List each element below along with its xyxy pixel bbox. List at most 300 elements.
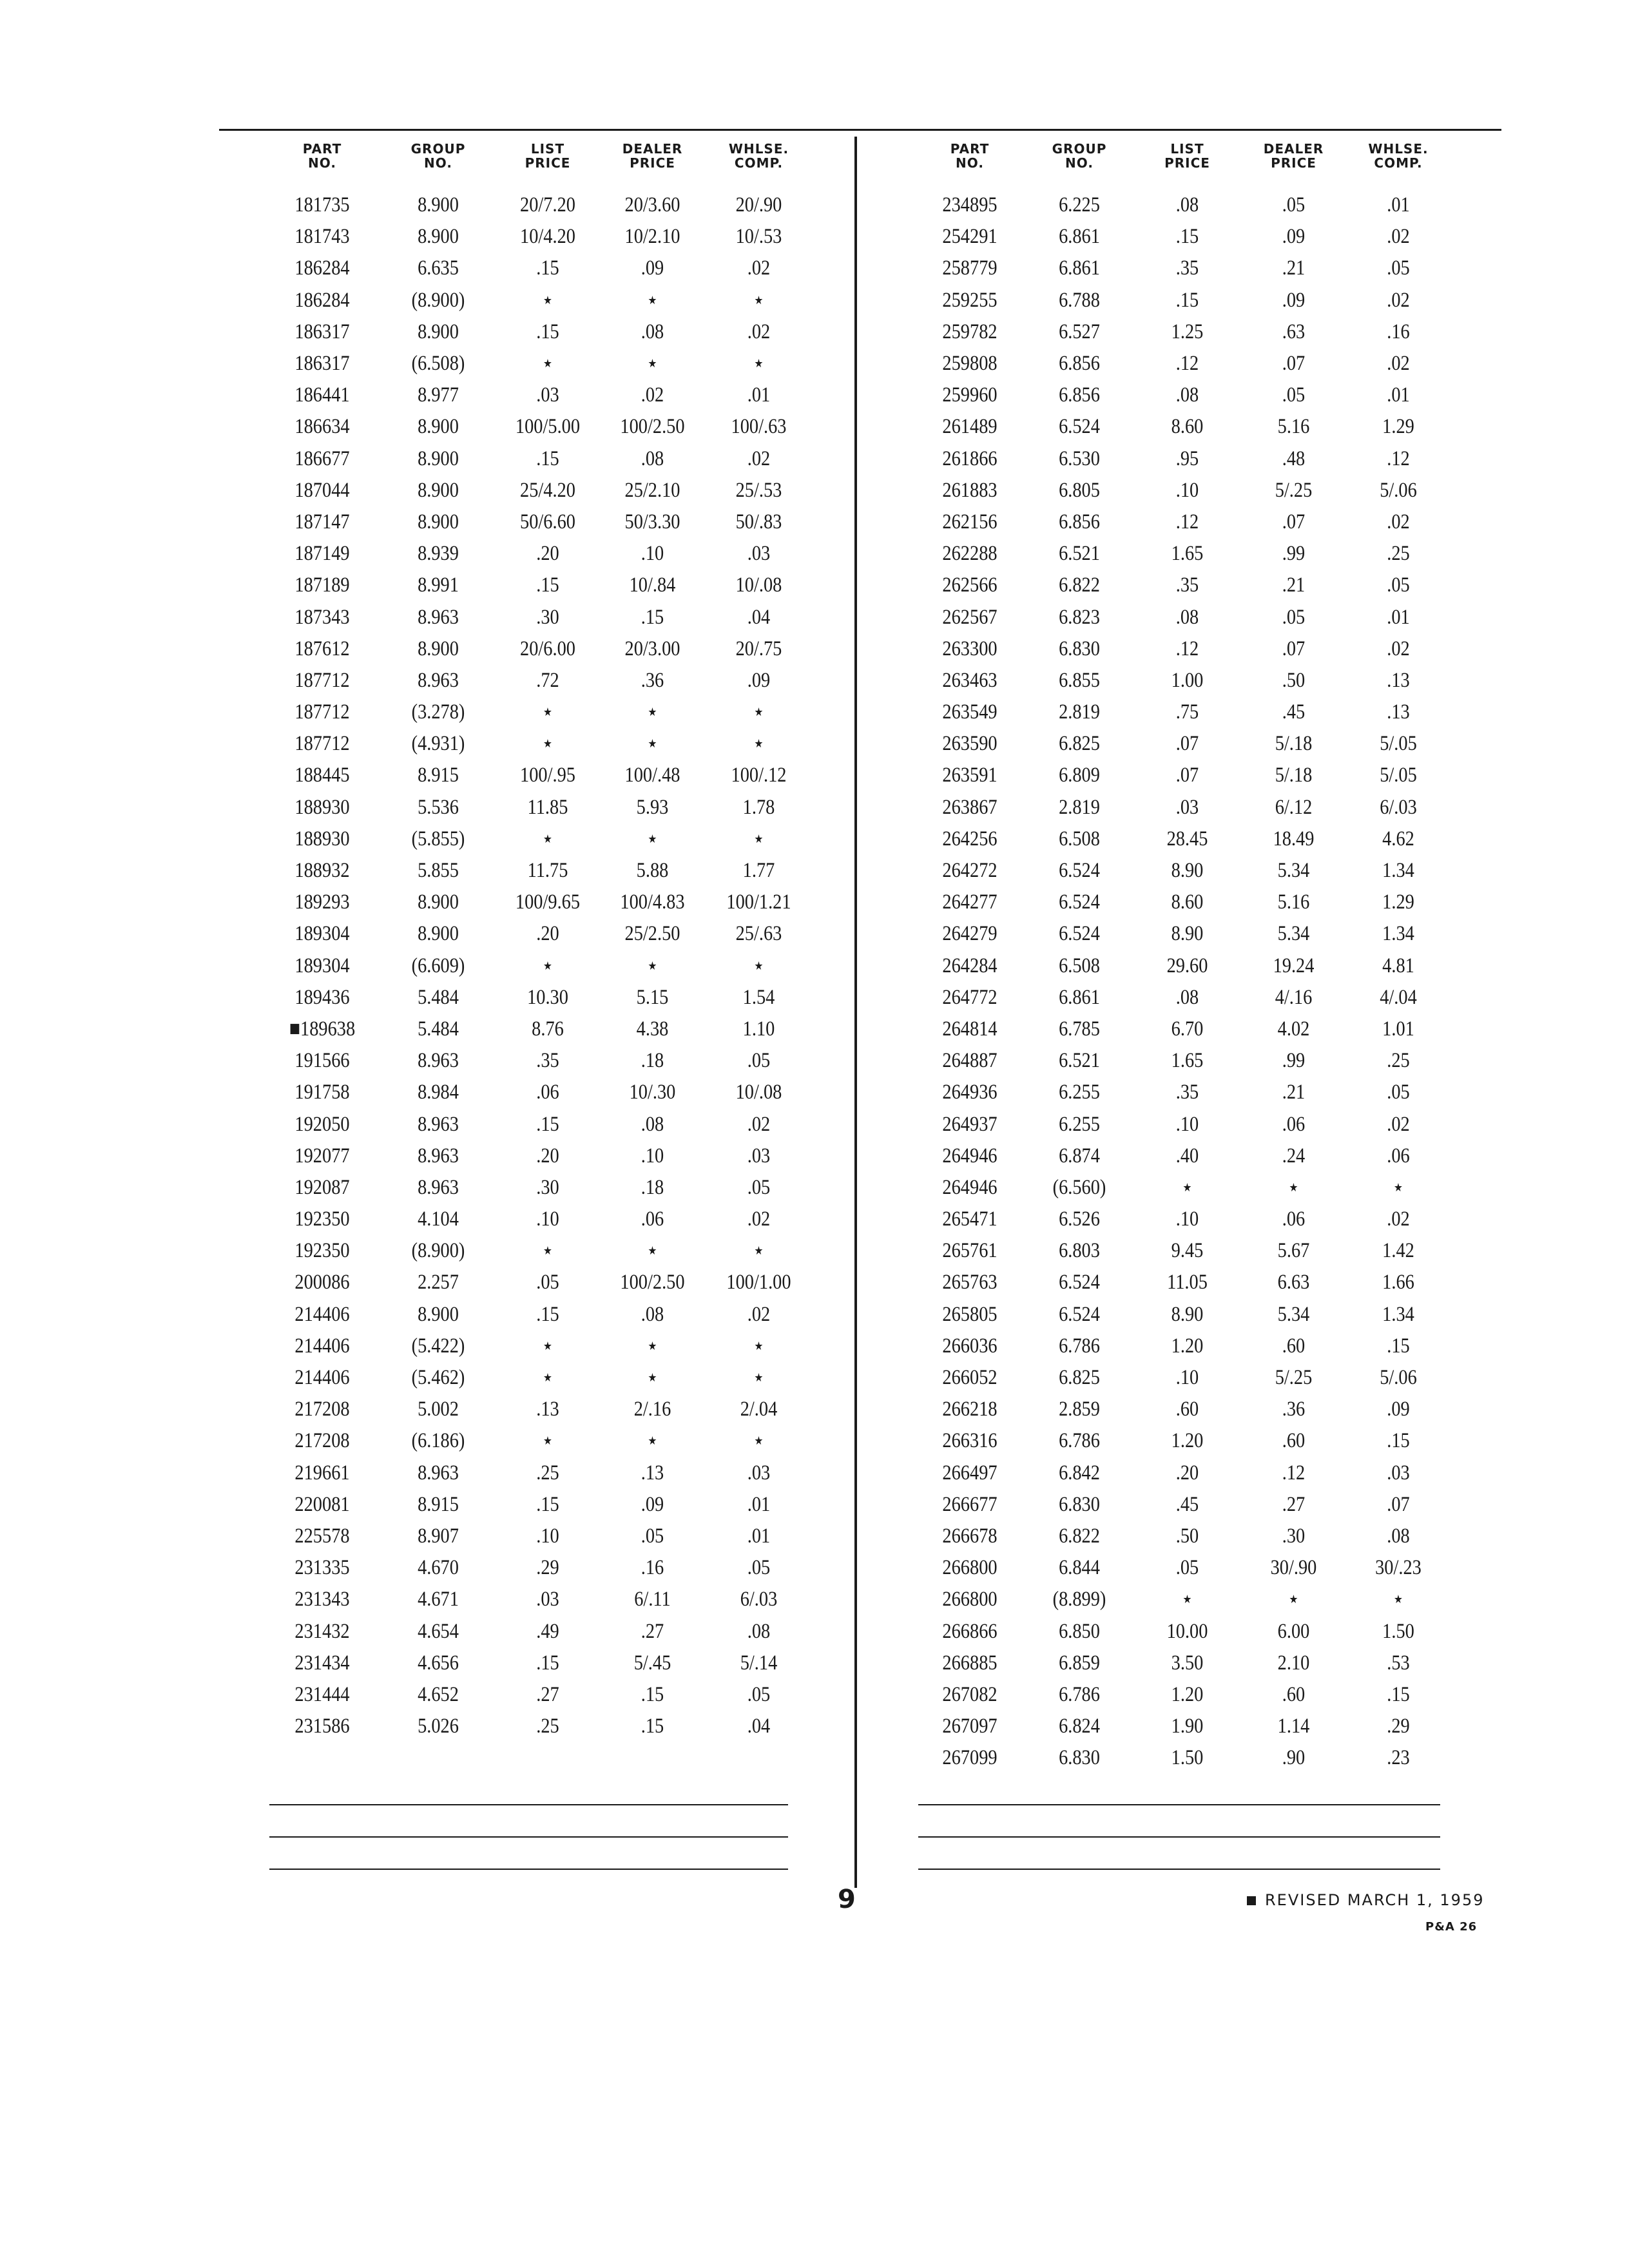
table-row (915, 1014, 1450, 1045)
group-no-cell: 6.855 (1059, 668, 1100, 692)
part-no-cell: 267097 (942, 1715, 998, 1738)
part-no-cell: ■189638 (289, 1017, 356, 1041)
dealer-price-cell: .09 (641, 256, 664, 280)
whlse-comp-cell: .02 (747, 320, 771, 343)
dealer-price-cell: .90 (1282, 1746, 1306, 1770)
dealer-price-cell: .12 (1282, 1461, 1306, 1485)
table-row (264, 1140, 812, 1172)
part-no-cell: 191566 (294, 1049, 350, 1073)
dealer-price-cell: .08 (641, 1112, 664, 1136)
whlse-comp-cell: .02 (1387, 288, 1410, 312)
group-no-cell: 6.508 (1059, 954, 1100, 977)
group-no-cell: 4.104 (418, 1207, 459, 1231)
whlse-comp-cell: .01 (1387, 383, 1410, 407)
group-no-cell: 8.900 (418, 225, 459, 249)
whlse-comp-cell: ★ (754, 1434, 764, 1448)
part-no-cell: 186441 (294, 383, 350, 407)
whlse-comp-cell: .13 (1387, 668, 1410, 692)
table-row (915, 538, 1450, 570)
dealer-price-cell: .15 (641, 1715, 664, 1738)
dealer-price-cell: 2/.16 (633, 1398, 671, 1421)
square-bullet-icon (1247, 1896, 1256, 1905)
list-price-cell: 8.60 (1171, 415, 1204, 439)
table-row (915, 443, 1450, 475)
list-price-cell: 8.90 (1171, 922, 1204, 946)
group-no-cell: 8.900 (418, 478, 459, 502)
list-price-cell: .35 (1175, 256, 1199, 280)
list-price-cell: .95 (1175, 447, 1199, 470)
table-row (915, 792, 1450, 823)
table-row (915, 1489, 1450, 1521)
list-price-cell: ★ (543, 706, 552, 719)
dealer-price-cell: .36 (1282, 1398, 1306, 1421)
whlse-comp-cell: .06 (1387, 1144, 1410, 1168)
table-row (915, 1267, 1450, 1298)
dealer-price-cell: 20/3.00 (624, 637, 680, 660)
whlse-comp-cell: .29 (1387, 1715, 1410, 1738)
dealer-price-cell: 2.10 (1277, 1651, 1310, 1675)
table-row (915, 1425, 1450, 1457)
part-no-cell: 264279 (942, 922, 998, 946)
group-no-cell: 5.002 (418, 1398, 459, 1421)
table-row (264, 982, 812, 1014)
dealer-price-cell: .36 (641, 668, 664, 692)
part-no-cell: 200086 (294, 1271, 350, 1294)
dealer-price-cell: .02 (641, 383, 664, 407)
whlse-comp-cell: 10/.53 (735, 225, 782, 249)
dealer-price-cell: .63 (1282, 320, 1306, 343)
part-no-cell: 187343 (294, 605, 350, 629)
dealer-price-cell: 6/.12 (1275, 795, 1313, 819)
dealer-price-cell: .05 (641, 1524, 664, 1548)
part-no-cell: 259255 (942, 288, 998, 312)
table-row (915, 633, 1450, 665)
dealer-price-cell: .18 (641, 1049, 664, 1073)
table-row (264, 697, 812, 728)
list-price-cell: .15 (536, 447, 559, 470)
group-no-cell: (3.278) (411, 700, 465, 724)
list-price-cell: .15 (1175, 225, 1199, 249)
whlse-comp-cell: .15 (1387, 1334, 1410, 1358)
part-no-cell: 264284 (942, 954, 998, 977)
group-no-cell: 6.861 (1059, 985, 1100, 1009)
list-price-cell: .35 (1175, 1081, 1199, 1104)
part-no-cell: 266497 (942, 1461, 998, 1485)
part-no-cell: 188445 (294, 764, 350, 787)
whlse-comp-cell: .02 (747, 1302, 771, 1326)
table-row (915, 1108, 1450, 1140)
part-no-cell: 217208 (294, 1429, 350, 1453)
group-no-cell: 6.788 (1059, 288, 1100, 312)
part-no-cell: 259782 (942, 320, 998, 343)
part-no-cell: 263300 (942, 637, 998, 660)
list-price-cell: .72 (536, 668, 559, 692)
dealer-price-cell: ★ (648, 293, 657, 307)
whlse-comp-cell: .05 (1387, 256, 1410, 280)
part-no-cell: 265471 (942, 1207, 998, 1231)
list-price-cell: .10 (536, 1207, 559, 1231)
group-no-cell: 8.963 (418, 605, 459, 629)
list-price-cell: .50 (1175, 1524, 1199, 1548)
whlse-comp-cell: 1.77 (742, 859, 775, 883)
dealer-price-cell: 5.34 (1277, 922, 1310, 946)
whlse-comp-cell: .01 (747, 383, 771, 407)
group-no-cell: 6.825 (1059, 1366, 1100, 1390)
part-no-cell: 264946 (942, 1144, 998, 1168)
blank-line-left-2 (269, 1836, 788, 1838)
table-row (264, 950, 812, 982)
dealer-price-cell: 18.49 (1273, 827, 1315, 850)
left-table-body (264, 189, 812, 1742)
dealer-price-cell: ★ (648, 1371, 657, 1385)
table-row (264, 538, 812, 570)
group-no-cell: 6.825 (1059, 732, 1100, 756)
list-price-cell: 1.00 (1171, 668, 1204, 692)
table-row (915, 1552, 1450, 1584)
part-no-cell: 186317 (294, 352, 350, 376)
dealer-price-cell: .50 (1282, 668, 1306, 692)
group-no-cell: 8.900 (418, 510, 459, 533)
group-no-cell: 6.809 (1059, 764, 1100, 787)
whlse-comp-cell: 1.34 (1382, 922, 1414, 946)
table-row (264, 1045, 812, 1077)
list-price-cell: 1.90 (1171, 1715, 1204, 1738)
part-no-cell: 187044 (294, 478, 350, 502)
group-no-cell: 4.654 (418, 1619, 459, 1643)
document-code: P&A 26 (1425, 1920, 1478, 1934)
table-row (915, 665, 1450, 697)
table-row (915, 823, 1450, 855)
list-price-cell: .15 (536, 1302, 559, 1326)
whlse-comp-cell: .08 (1387, 1524, 1410, 1548)
group-no-cell: (6.508) (411, 352, 465, 376)
dealer-price-cell: 20/3.60 (624, 193, 680, 217)
table-row (915, 728, 1450, 760)
group-no-cell: 8.900 (418, 890, 459, 914)
dealer-price-cell: .09 (1282, 288, 1306, 312)
part-no-cell: 267099 (942, 1746, 998, 1770)
dealer-price-cell: 5/.18 (1275, 732, 1313, 756)
group-no-cell: 6.856 (1059, 352, 1100, 376)
group-no-cell: (5.462) (411, 1366, 465, 1390)
group-no-cell: 8.900 (418, 447, 459, 470)
table-row (915, 475, 1450, 506)
part-no-cell: 231335 (294, 1556, 350, 1580)
part-no-cell: 188930 (294, 827, 350, 850)
table-row (264, 1108, 812, 1140)
group-no-cell: 6.524 (1059, 922, 1100, 946)
part-no-cell: 266316 (942, 1429, 998, 1453)
group-no-cell: 6.527 (1059, 320, 1100, 343)
whlse-comp-cell: 5/.05 (1380, 764, 1417, 787)
group-no-cell: 4.652 (418, 1682, 459, 1706)
group-no-cell: 6.225 (1059, 193, 1100, 217)
part-no-cell: 187712 (294, 732, 350, 756)
table-row (264, 411, 812, 443)
group-no-cell: 5.484 (418, 1017, 459, 1041)
part-no-cell: 266866 (942, 1619, 998, 1643)
whlse-comp-cell: ★ (754, 737, 764, 751)
group-no-cell: 8.900 (418, 320, 459, 343)
group-no-cell: (4.931) (411, 732, 465, 756)
dealer-price-cell: .27 (641, 1619, 664, 1643)
part-no-cell: 187189 (294, 573, 350, 597)
part-no-cell: 186284 (294, 256, 350, 280)
group-no-cell: 2.819 (1059, 795, 1100, 819)
table-row (264, 285, 812, 316)
dealer-price-cell: ★ (1289, 1593, 1298, 1606)
dealer-price-cell: 4.38 (636, 1017, 669, 1041)
part-no-cell: 214406 (294, 1334, 350, 1358)
part-no-cell: 186284 (294, 288, 350, 312)
list-price-cell: 1.65 (1171, 542, 1204, 566)
whlse-comp-cell: 20/.75 (735, 637, 782, 660)
list-price-cell: .15 (536, 320, 559, 343)
list-price-cell: .10 (536, 1524, 559, 1548)
dealer-price-cell: ★ (648, 1244, 657, 1258)
table-row (915, 1140, 1450, 1172)
whlse-comp-cell: .05 (747, 1682, 771, 1706)
whlse-comp-cell: 50/.83 (735, 510, 782, 533)
header-list-price: LIST PRICE (525, 141, 571, 171)
whlse-comp-cell: .03 (1387, 1461, 1410, 1485)
header-dealer-price: DEALER PRICE (622, 141, 683, 171)
group-no-cell: 6.255 (1059, 1112, 1100, 1136)
whlse-comp-cell: .03 (747, 542, 771, 566)
dealer-price-cell: .24 (1282, 1144, 1306, 1168)
blank-line-right-3 (918, 1869, 1440, 1870)
list-price-cell: .15 (536, 256, 559, 280)
table-row (264, 792, 812, 823)
part-no-cell: 264272 (942, 859, 998, 883)
list-price-cell: .20 (536, 542, 559, 566)
dealer-price-cell: 100/2.50 (620, 415, 685, 439)
group-no-cell: 6.805 (1059, 478, 1100, 502)
whlse-comp-cell: ★ (754, 1371, 764, 1385)
whlse-comp-cell: .05 (747, 1049, 771, 1073)
table-row (915, 1394, 1450, 1425)
part-no-cell: 263867 (942, 795, 998, 819)
list-price-cell: 10/4.20 (520, 225, 575, 249)
dealer-price-cell: 5.67 (1277, 1239, 1310, 1263)
whlse-comp-cell: .02 (747, 1207, 771, 1231)
group-no-cell: 6.524 (1059, 859, 1100, 883)
part-no-cell: 266885 (942, 1651, 998, 1675)
table-row (264, 221, 812, 253)
dealer-price-cell: ★ (648, 1434, 657, 1448)
part-no-cell: 265805 (942, 1302, 998, 1326)
group-no-cell: 6.824 (1059, 1715, 1100, 1738)
group-no-cell: 6.842 (1059, 1461, 1100, 1485)
list-price-cell: ★ (543, 1339, 552, 1352)
dealer-price-cell: ★ (648, 959, 657, 972)
group-no-cell: 8.915 (418, 764, 459, 787)
list-price-cell: 8.76 (532, 1017, 564, 1041)
group-no-cell: 4.656 (418, 1651, 459, 1675)
table-row (915, 982, 1450, 1014)
list-price-cell: 11.05 (1167, 1271, 1208, 1294)
group-no-cell: 8.915 (418, 1492, 459, 1516)
dealer-price-cell: 10/.84 (629, 573, 676, 597)
header-list-price: LIST PRICE (1164, 141, 1210, 171)
group-no-cell: 6.856 (1059, 510, 1100, 533)
part-no-cell: 266800 (942, 1588, 998, 1611)
dealer-price-cell: .13 (641, 1461, 664, 1485)
list-price-cell: .15 (536, 1112, 559, 1136)
table-row (264, 601, 812, 633)
table-row (264, 1204, 812, 1235)
part-no-cell: 187712 (294, 700, 350, 724)
list-price-cell: 1.20 (1171, 1682, 1204, 1706)
list-price-cell: ★ (543, 1371, 552, 1385)
whlse-comp-cell: .02 (1387, 1112, 1410, 1136)
table-row (915, 1742, 1450, 1774)
table-row (264, 1172, 812, 1204)
group-no-cell: 8.963 (418, 1049, 459, 1073)
dealer-price-cell: .10 (641, 542, 664, 566)
group-no-cell: 8.939 (418, 542, 459, 566)
group-no-cell: 6.830 (1059, 637, 1100, 660)
list-price-cell: .08 (1175, 605, 1199, 629)
dealer-price-cell: ★ (648, 737, 657, 751)
left-price-table (264, 142, 812, 1742)
list-price-cell: 6.70 (1171, 1017, 1204, 1041)
dealer-price-cell: .08 (641, 1302, 664, 1326)
list-price-cell: .06 (536, 1081, 559, 1104)
group-no-cell: 6.861 (1059, 256, 1100, 280)
list-price-cell: .15 (536, 573, 559, 597)
list-price-cell: 20/7.20 (520, 193, 575, 217)
group-no-cell: (6.560) (1052, 1175, 1106, 1199)
part-no-cell: 263549 (942, 700, 998, 724)
table-row (915, 253, 1450, 284)
list-price-cell: 100/.95 (520, 764, 575, 787)
group-no-cell: (5.422) (411, 1334, 465, 1358)
part-no-cell: 264277 (942, 890, 998, 914)
part-no-cell: 265761 (942, 1239, 998, 1263)
list-price-cell: ★ (1182, 1180, 1192, 1194)
group-no-cell: 6.524 (1059, 415, 1100, 439)
list-price-cell: .03 (536, 383, 559, 407)
group-no-cell: 6.861 (1059, 225, 1100, 249)
whlse-comp-cell: 1.01 (1382, 1017, 1414, 1041)
group-no-cell: 8.963 (418, 668, 459, 692)
part-no-cell: 231434 (294, 1651, 350, 1675)
table-row (264, 443, 812, 475)
table-row (264, 823, 812, 855)
whlse-comp-cell: 100/1.00 (726, 1271, 791, 1294)
table-row (264, 570, 812, 601)
whlse-comp-cell: .02 (747, 256, 771, 280)
group-no-cell: 5.855 (418, 859, 459, 883)
list-price-cell: .12 (1175, 352, 1199, 376)
table-row (264, 918, 812, 950)
group-no-cell: 8.900 (418, 637, 459, 660)
dealer-price-cell: .60 (1282, 1334, 1306, 1358)
part-no-cell: 187149 (294, 542, 350, 566)
list-price-cell: .05 (1175, 1556, 1199, 1580)
dealer-price-cell: 5.34 (1277, 859, 1310, 883)
whlse-comp-cell: .15 (1387, 1682, 1410, 1706)
whlse-comp-cell: ★ (754, 1339, 764, 1352)
part-no-cell: 234895 (942, 193, 998, 217)
whlse-comp-cell: .08 (747, 1619, 771, 1643)
part-no-cell: 262288 (942, 542, 998, 566)
group-no-cell: 2.819 (1059, 700, 1100, 724)
whlse-comp-cell: ★ (1394, 1180, 1403, 1194)
whlse-comp-cell: .04 (747, 1715, 771, 1738)
part-no-cell: 186677 (294, 447, 350, 470)
part-no-cell: 266800 (942, 1556, 998, 1580)
dealer-price-cell: .08 (641, 447, 664, 470)
part-no-cell: 189436 (294, 985, 350, 1009)
list-price-cell: .13 (536, 1398, 559, 1421)
table-row (915, 380, 1450, 411)
whlse-comp-cell: 4/.04 (1380, 985, 1417, 1009)
group-no-cell: 6.822 (1059, 573, 1100, 597)
header-group-no: GROUP NO. (410, 141, 466, 171)
dealer-price-cell: 5/.25 (1275, 478, 1313, 502)
dealer-price-cell: .16 (641, 1556, 664, 1580)
part-no-cell: 192350 (294, 1207, 350, 1231)
group-no-cell: 5.536 (418, 795, 459, 819)
table-row (264, 1489, 812, 1521)
list-price-cell: 50/6.60 (520, 510, 575, 533)
part-no-cell: 220081 (294, 1492, 350, 1516)
table-row (264, 1584, 812, 1615)
part-no-cell: 188932 (294, 859, 350, 883)
group-no-cell: 6.524 (1059, 1271, 1100, 1294)
dealer-price-cell: .05 (1282, 605, 1306, 629)
center-divider (854, 137, 857, 1888)
part-no-cell: 187147 (294, 510, 350, 533)
part-no-cell: 187712 (294, 668, 350, 692)
part-no-cell: 192087 (294, 1175, 350, 1199)
revision-note (1247, 1891, 1485, 1909)
dealer-price-cell: .05 (1282, 193, 1306, 217)
dealer-price-cell: ★ (648, 357, 657, 370)
table-row (264, 1711, 812, 1742)
whlse-comp-cell: 6/.03 (740, 1588, 778, 1611)
top-rule (219, 129, 1501, 131)
group-no-cell: 6.859 (1059, 1651, 1100, 1675)
revision-text: REVISED MARCH 1, 1959 (1265, 1891, 1485, 1909)
list-price-cell: .25 (536, 1715, 559, 1738)
part-no-cell: 225578 (294, 1524, 350, 1548)
blank-line-right-1 (918, 1804, 1440, 1805)
dealer-price-cell: .27 (1282, 1492, 1306, 1516)
whlse-comp-cell: 1.54 (742, 985, 775, 1009)
part-no-cell: 219661 (294, 1461, 350, 1485)
part-no-cell: 259808 (942, 352, 998, 376)
part-no-cell: 261883 (942, 478, 998, 502)
table-row (915, 1362, 1450, 1394)
list-price-cell: .40 (1175, 1144, 1199, 1168)
list-price-cell: .12 (1175, 510, 1199, 533)
list-price-cell: 20/6.00 (520, 637, 575, 660)
table-row (264, 760, 812, 791)
dealer-price-cell: .21 (1282, 1081, 1306, 1104)
part-no-cell: 264937 (942, 1112, 998, 1136)
part-no-cell: 214406 (294, 1302, 350, 1326)
part-no-cell: 263463 (942, 668, 998, 692)
whlse-comp-cell: .03 (747, 1144, 771, 1168)
part-no-cell: 261489 (942, 415, 998, 439)
whlse-comp-cell: ★ (754, 706, 764, 719)
right-table-header (915, 142, 1450, 180)
table-row (915, 918, 1450, 950)
whlse-comp-cell: 20/.90 (735, 193, 782, 217)
